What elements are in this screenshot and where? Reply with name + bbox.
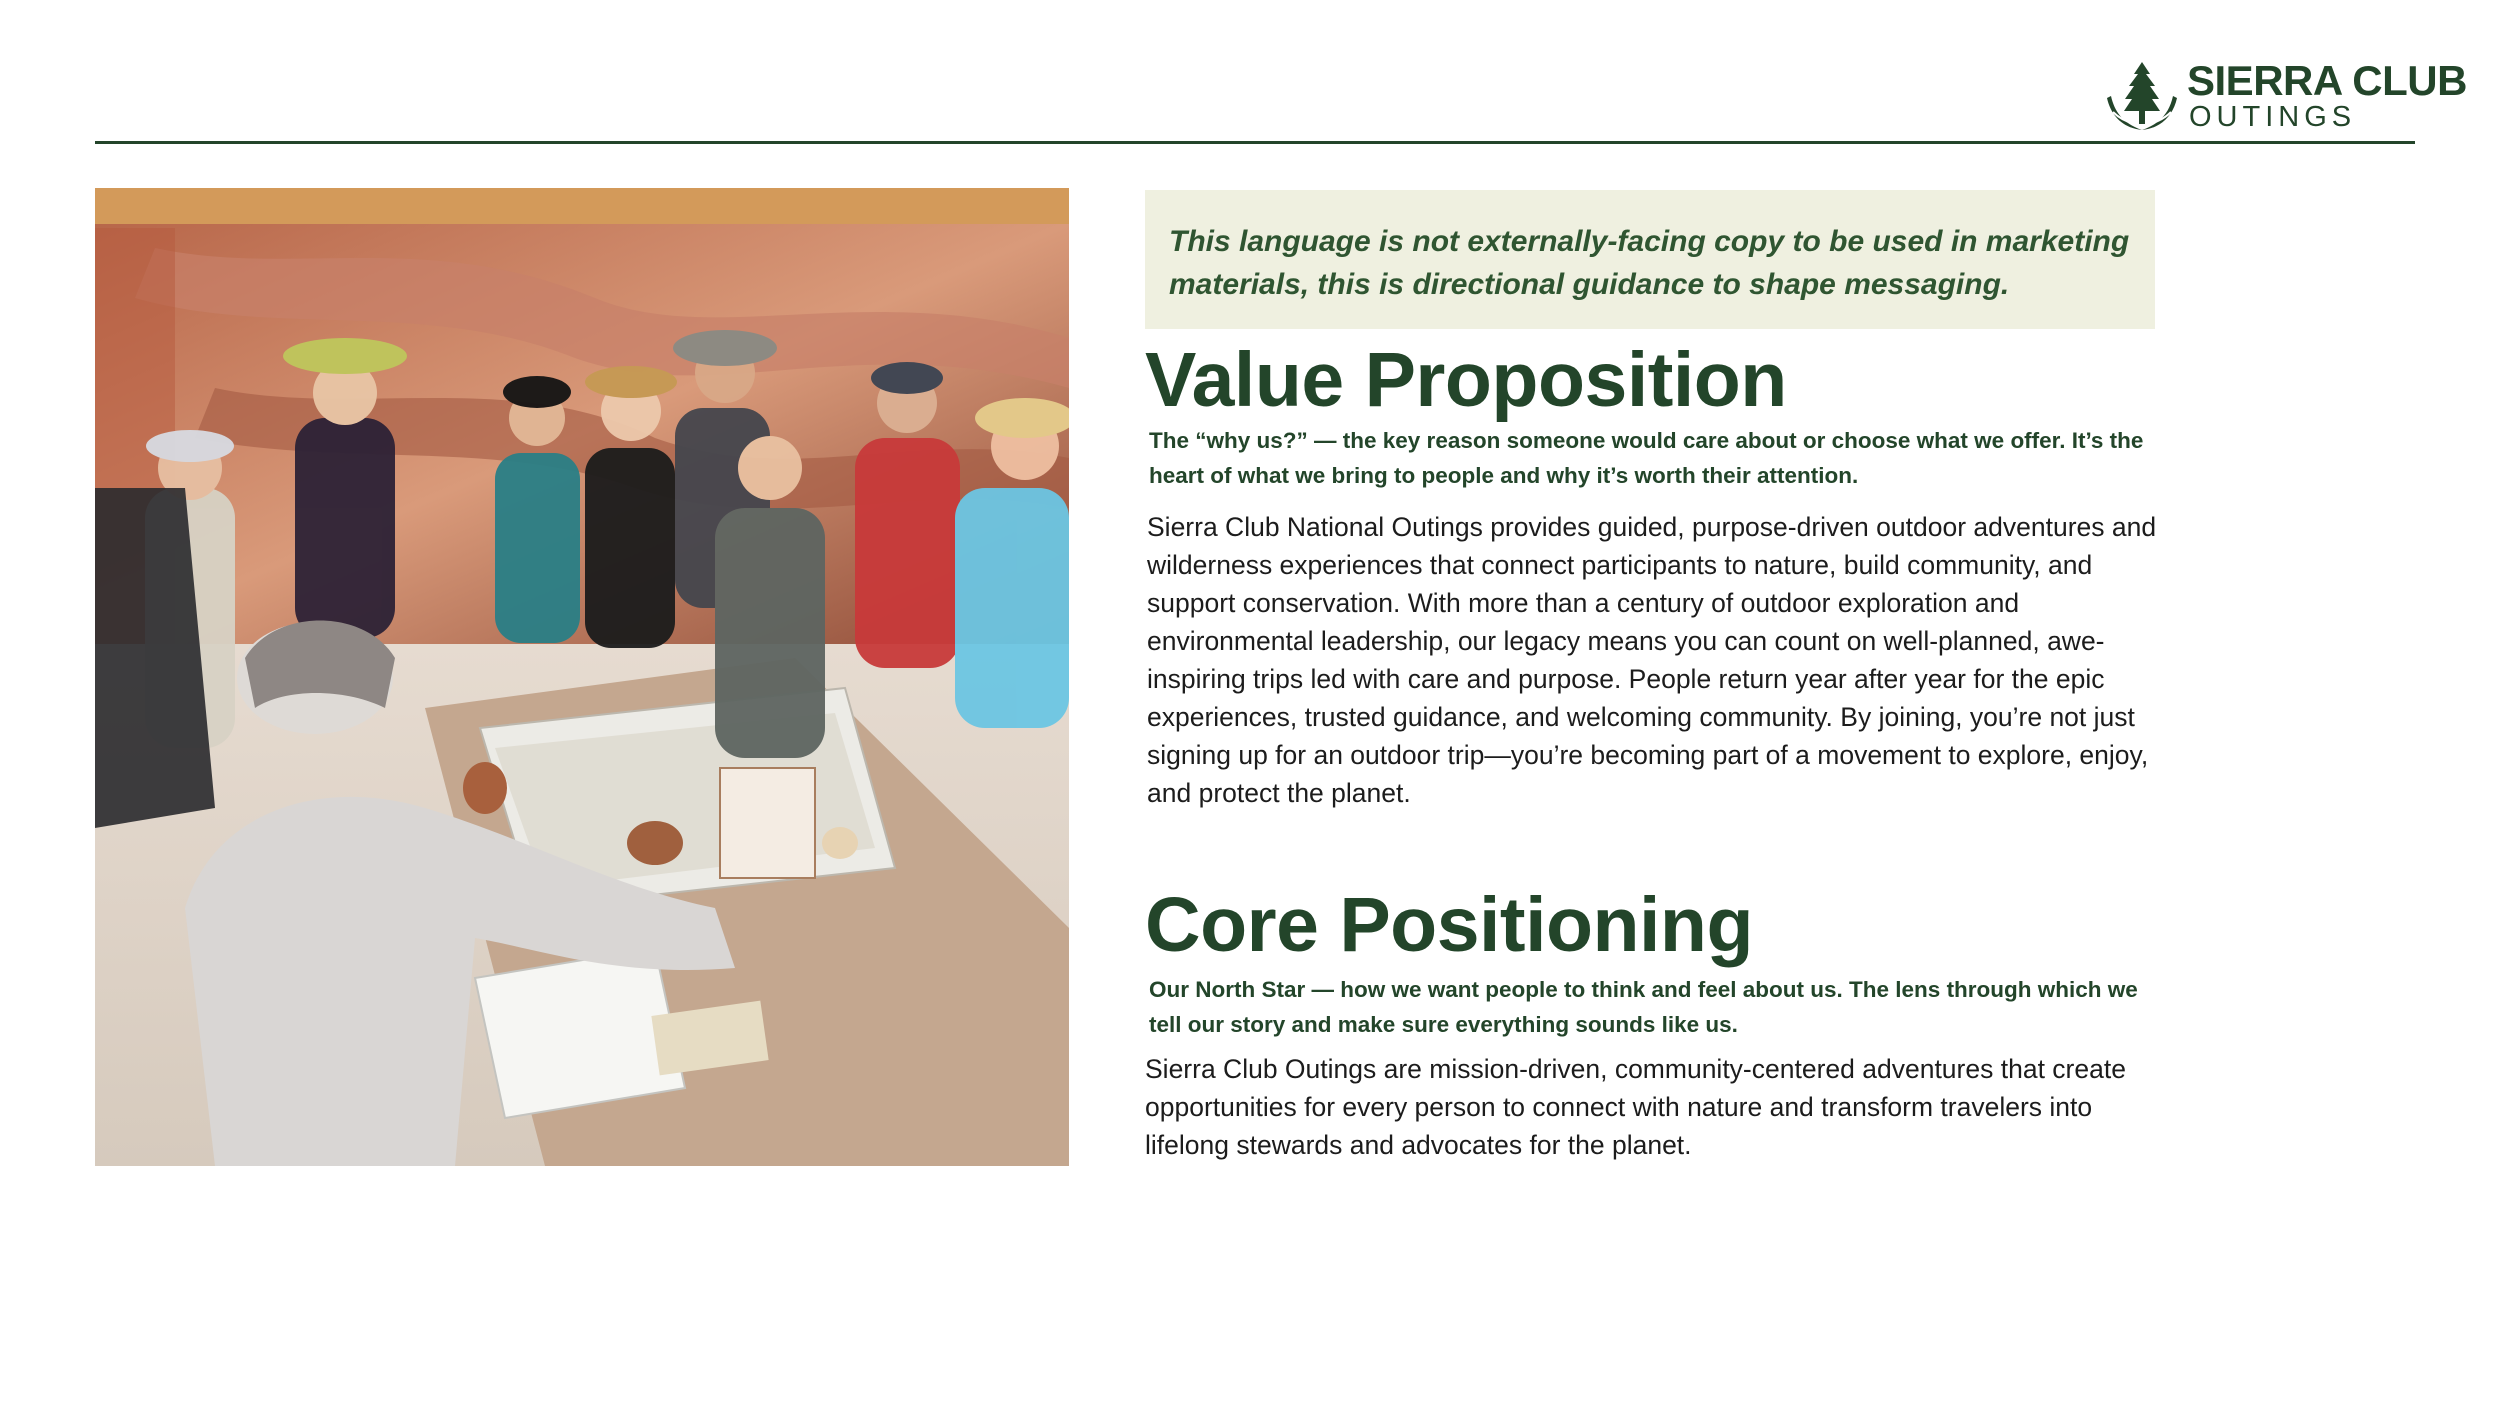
header-divider xyxy=(95,141,2415,144)
guidance-note-text: This language is not externally-facing copy to be used in marketing materials, this is directional guidance to shape messaging. xyxy=(1169,225,2130,301)
value-proposition-body: Sierra Club National Outings provides guided, purpose-driven outdoor adventures and wilderness experiences that connect participants to nature, build community, and support conservation. With more than a century of outdoor exploration and environmental leadership, our legacy means you can count on well-planned, awe-inspiring trips led with care and purpose. People return year after year for the epic experiences, trusted guidance, and welcoming community. By joining, you’re not just signing up for an outdoor trip—you’re becoming part of a movement to explore, enjoy, and protect the planet. xyxy=(1147,512,2157,808)
brand-subname: OUTINGS xyxy=(2189,101,2357,133)
value-proposition-title: Value Proposition xyxy=(1145,337,1787,423)
brand-name: SIERRA CLUB xyxy=(2187,57,2467,104)
guidance-note xyxy=(1145,190,2155,329)
group-photo xyxy=(95,188,1069,1166)
tree-logo-icon xyxy=(2105,60,2179,132)
core-positioning-title: Core Positioning xyxy=(1145,882,1753,968)
group-photo-illustration xyxy=(95,188,1069,1166)
core-positioning-body: Sierra Club Outings are mission-driven, community-centered adventures that create opportunities for every person to connect with nature and transform travelers into lifelong stewards and advocates for the planet. xyxy=(1145,1054,2126,1160)
core-positioning-subtitle: Our North Star — how we want people to think and feel about us. The lens through which we tell our story and make sure everything sounds like us. xyxy=(1149,977,2138,1037)
value-proposition-subtitle: The “why us?” — the key reason someone would care about or choose what we offer. It’s the heart of what we bring to people and why it’s worth their attention. xyxy=(1149,428,2144,488)
sierra-club-logo xyxy=(2105,57,2467,134)
